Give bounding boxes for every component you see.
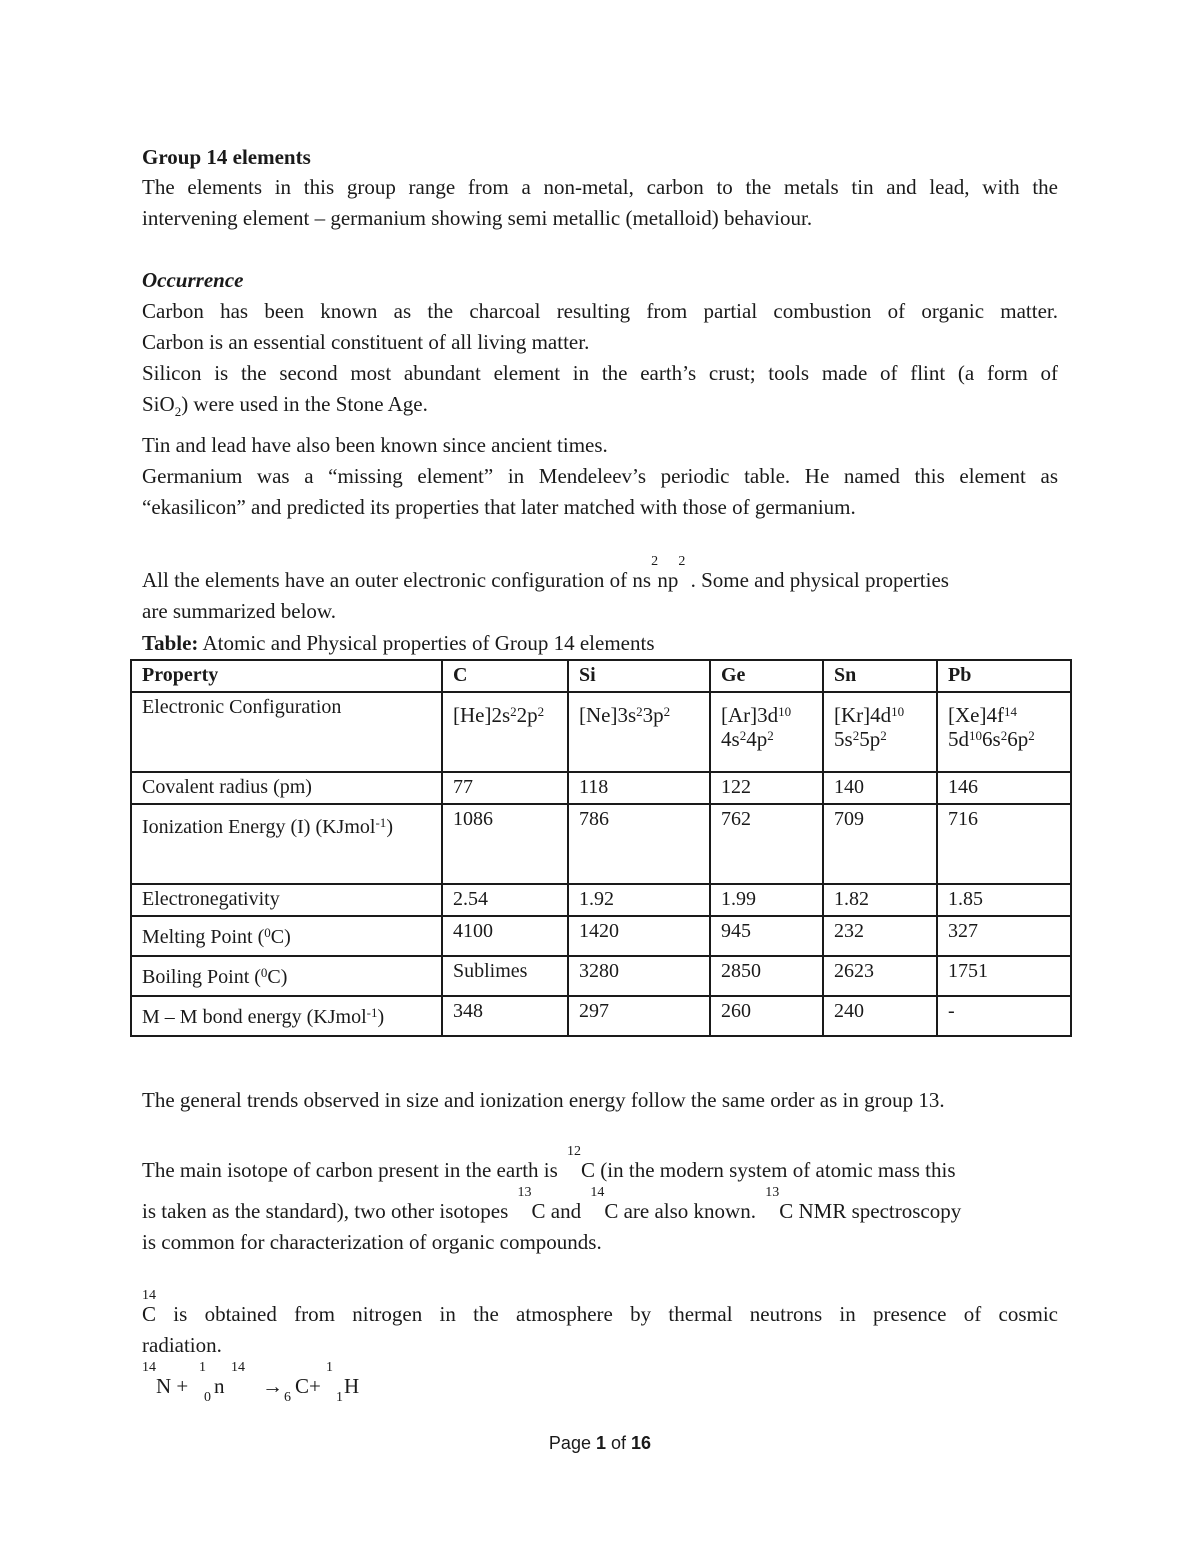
config-sn-d-sup: 10: [891, 704, 905, 719]
eq-neutron-atomic: 0: [204, 1390, 211, 1405]
sio2-formula: SiO: [142, 392, 175, 416]
config-sn-s-sup: 2: [852, 728, 860, 743]
page-footer: [0, 1433, 1200, 1454]
occurrence-line-3: Silicon is the second most abundant element in the earth’s crust; tools made of flint (a form of: [142, 361, 1058, 385]
config-sn-core: [Kr]4d: [834, 703, 892, 727]
value-ge: 762: [710, 804, 823, 884]
eq-c-atomic: 6: [284, 1390, 291, 1405]
table-caption-text: Atomic and Physical properties of Group 14 elements: [202, 631, 655, 655]
row-label-sup: 0: [264, 925, 271, 940]
table-caption-label: Table:: [142, 631, 199, 655]
config-c-p: 2p: [516, 703, 538, 727]
row-label-text: Ionization Energy (I) (KJmol: [142, 816, 376, 838]
row-label-end: C): [267, 966, 288, 988]
value-si: 1420: [568, 916, 710, 956]
occurrence-line-5: Tin and lead have also been known since ancient times.: [142, 433, 608, 457]
row-label: [131, 996, 442, 1036]
config-pb-s: 6s: [982, 727, 1001, 751]
config-c-core: [He]2s: [453, 703, 511, 727]
c13-and-text: C and: [531, 1199, 582, 1223]
config-ge-d-sup: 10: [778, 704, 792, 719]
row-label-end: ): [377, 1006, 385, 1028]
config-sn-s: 5s: [834, 727, 853, 751]
value-c: 1086: [442, 804, 568, 884]
config-si-p-sup: 2: [663, 704, 671, 719]
config-sentence-text: All the elements have an outer electronic configuration of ns: [142, 568, 652, 592]
value-sn: 140: [823, 772, 937, 804]
value-si: 786: [568, 804, 710, 884]
config-sentence-end: . Some and physical properties: [690, 568, 949, 592]
row-label-text: Boiling Point (: [142, 966, 261, 988]
header-pb: Pb: [937, 660, 1071, 692]
nmr-superscript: 13: [765, 1185, 780, 1200]
eq-hydrogen: H: [344, 1374, 360, 1398]
config-si: [568, 692, 710, 772]
c13-superscript: 13: [517, 1185, 532, 1200]
occurrence-heading: Occurrence: [142, 268, 244, 292]
occurrence-line-4-text: ) were used in the Stone Age.: [181, 392, 428, 416]
occurrence-line-7: “ekasilicon” and predicted its properties that later matched with those of germanium.: [142, 495, 856, 519]
isotopes-line-1-end: C (in the modern system of atomic mass this: [581, 1158, 956, 1182]
ns-superscript: 2: [651, 554, 659, 569]
config-ge-s: 4s: [721, 727, 740, 751]
config-sn: [823, 692, 937, 772]
config-c-s-sup: 2: [510, 704, 517, 719]
config-ge-s-sup: 2: [739, 728, 747, 743]
config-pb-d: 5d: [948, 727, 969, 751]
config-sn-p-sup: 2: [880, 728, 887, 743]
footer-page-word: Page: [548, 1433, 591, 1453]
value-ge: 1.99: [710, 884, 823, 916]
value-si: 1.92: [568, 884, 710, 916]
c14-line-2: radiation.: [142, 1333, 222, 1357]
sio2-subscript: 2: [174, 404, 182, 419]
eq-c-mass: 14: [231, 1360, 245, 1375]
c14-superscript: 14: [590, 1185, 605, 1200]
eq-neutron-mass: 1: [199, 1360, 206, 1375]
np-text: np: [657, 568, 679, 592]
config-ge-p-sup: 2: [767, 728, 774, 743]
config-si-p: 3p: [642, 703, 664, 727]
value-si: 118: [568, 772, 710, 804]
value-c: 77: [442, 772, 568, 804]
config-ge-core: [Ar]3d: [721, 703, 779, 727]
config-sentence: [142, 554, 949, 599]
eq-n-mass: 14: [142, 1360, 156, 1375]
config-si-s-sup: 2: [636, 704, 643, 719]
value-sn: 1.82: [823, 884, 937, 916]
table-row-electronic-configuration: [131, 692, 1071, 772]
table-row-ionization-energy: [131, 804, 1071, 884]
isotopes-line-2-text: is taken as the standard), two other isotopes: [142, 1199, 509, 1223]
value-c: 348: [442, 996, 568, 1036]
trends-paragraph: The general trends observed in size and ionization energy follow the same order as in group 13.: [142, 1088, 945, 1112]
value-ge: 122: [710, 772, 823, 804]
properties-table: [130, 659, 1072, 1037]
value-c: 4100: [442, 916, 568, 956]
value-pb: 146: [937, 772, 1071, 804]
value-sn: 240: [823, 996, 937, 1036]
c14-line-1: C is obtained from nitrogen in the atmosphere by thermal neutrons in presence of cosmic: [142, 1302, 1058, 1326]
value-pb: 327: [937, 916, 1071, 956]
header-property: Property: [131, 660, 442, 692]
config-c: [442, 692, 568, 772]
isotopes-line-2-mid: C are also known.: [604, 1199, 756, 1223]
eq-carbon: C+: [295, 1374, 321, 1398]
row-label: [131, 804, 442, 884]
value-sn: 232: [823, 916, 937, 956]
config-ge-p: 4p: [746, 727, 768, 751]
value-sn: 2623: [823, 956, 937, 996]
intro-line-2: intervening element – germanium showing semi metallic (metalloid) behaviour.: [142, 206, 813, 230]
value-si: 3280: [568, 956, 710, 996]
table-row-electronegativity: [131, 884, 1071, 916]
value-ge: 260: [710, 996, 823, 1036]
value-si: 297: [568, 996, 710, 1036]
header-sn: Sn: [823, 660, 937, 692]
isotopes-line-2-end: C NMR spectroscopy: [779, 1199, 962, 1223]
config-pb-p-sup: 2: [1028, 728, 1035, 743]
table-row-bond-energy: [131, 996, 1071, 1036]
value-pb: 716: [937, 804, 1071, 884]
eq-neutron: n: [214, 1374, 225, 1398]
config-sn-p: 5p: [859, 727, 881, 751]
row-label: [131, 916, 442, 956]
footer-page-number: 1: [595, 1433, 606, 1453]
eq-arrow: →: [262, 1374, 283, 1398]
row-label: Electronic Configuration: [131, 692, 442, 772]
occurrence-line-2: Carbon is an essential constituent of all living matter.: [142, 330, 590, 354]
row-label: Covalent radius (pm): [131, 772, 442, 804]
header-si: Si: [568, 660, 710, 692]
config-si-core: [Ne]3s: [579, 703, 637, 727]
table-header-row: [131, 660, 1071, 692]
np-superscript: 2: [678, 554, 686, 569]
value-c: 2.54: [442, 884, 568, 916]
value-c: Sublimes: [442, 956, 568, 996]
config-pb: [937, 692, 1071, 772]
c12-superscript: 12: [567, 1144, 582, 1159]
config-pb-s-sup: 2: [1000, 728, 1008, 743]
eq-h-mass: 1: [326, 1360, 333, 1375]
isotopes-line-1: [142, 1144, 956, 1189]
table-row-melting-point: [131, 916, 1071, 956]
row-label-end: C): [270, 926, 291, 948]
value-sn: 709: [823, 804, 937, 884]
row-label-text: Melting Point (: [142, 926, 265, 948]
config-sentence-line-2: are summarized below.: [142, 599, 336, 623]
config-pb-core: [Xe]4f: [948, 703, 1004, 727]
row-label: [131, 956, 442, 996]
config-pb-f-sup: 14: [1003, 704, 1017, 719]
section-heading: Group 14 elements: [142, 145, 311, 169]
eq-h-atomic: 1: [336, 1390, 343, 1405]
row-label-end: ): [386, 816, 393, 838]
header-c: C: [442, 660, 568, 692]
isotopes-line-3: is common for characterization of organic compounds.: [142, 1230, 602, 1254]
footer-of-word: of: [611, 1433, 627, 1453]
row-label-sup: -1: [375, 815, 387, 830]
config-c-p-sup: 2: [537, 704, 545, 719]
occurrence-line-4: [142, 389, 428, 420]
value-pb: 1751: [937, 956, 1071, 996]
value-ge: 945: [710, 916, 823, 956]
row-label-sup: 0: [260, 965, 268, 980]
occurrence-line-6: Germanium was a “missing element” in Mendeleev’s periodic table. He named this element as: [142, 464, 1058, 488]
value-pb: -: [937, 996, 1071, 1036]
config-ge: [710, 692, 823, 772]
table-row-covalent-radius: [131, 772, 1071, 804]
table-caption: [142, 628, 655, 659]
row-label-sup: -1: [366, 1005, 378, 1020]
config-pb-p: 6p: [1007, 727, 1029, 751]
row-label-text: M – M bond energy (KJmol: [142, 1006, 367, 1028]
value-pb: 1.85: [937, 884, 1071, 916]
isotopes-line-2: [142, 1185, 962, 1230]
intro-line-1: The elements in this group range from a non-metal, carbon to the metals tin and lead, with the: [142, 175, 1058, 199]
table-row-boiling-point: [131, 956, 1071, 996]
row-label: Electronegativity: [131, 884, 442, 916]
config-pb-d-sup: 10: [969, 728, 982, 743]
occurrence-line-1: Carbon has been known as the charcoal resulting from partial combustion of organic matter.: [142, 299, 1058, 323]
header-ge: Ge: [710, 660, 823, 692]
c14-mass-number: 14: [142, 1288, 156, 1303]
value-ge: 2850: [710, 956, 823, 996]
eq-nitrogen: N +: [156, 1374, 189, 1398]
footer-total-pages: 16: [631, 1433, 652, 1453]
isotopes-line-1-text: The main isotope of carbon present in the earth is: [142, 1158, 558, 1182]
